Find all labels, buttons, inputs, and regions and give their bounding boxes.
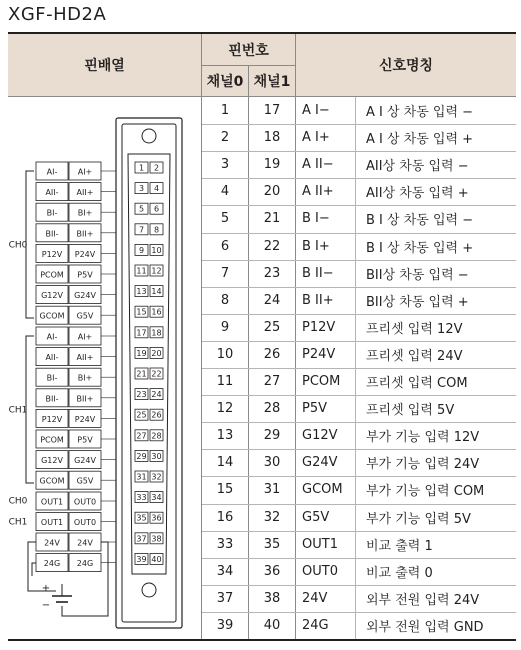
- ch1-group-label: CH1: [8, 405, 28, 416]
- ch0-signal-label: G24V: [74, 291, 96, 301]
- connector-pin-number: 23: [136, 390, 147, 400]
- signal-description: BII상 차동 입력 −: [366, 267, 469, 283]
- signal-description: 비교 출력 1: [366, 538, 433, 554]
- power-signal-label: 24V: [44, 538, 60, 548]
- connector-pin-number: 29: [136, 451, 147, 461]
- connector-insert: [128, 154, 170, 574]
- pin-ch0: 3: [220, 157, 230, 173]
- signal-code: 24G: [302, 617, 329, 633]
- signal-description: 부가 기능 입력 5V: [366, 511, 471, 527]
- out-ch0-label: CH0: [8, 496, 28, 507]
- ch0-signal-label: AII-: [45, 188, 59, 198]
- header-pin-layout: 핀배열: [8, 34, 201, 96]
- signal-description: 프리셋 입력 COM: [366, 376, 468, 392]
- ch0-signal-label: G5V: [76, 311, 94, 321]
- connector-pin-number: 2: [153, 163, 160, 173]
- signal-description: B I 상 차동 입력 +: [366, 240, 474, 256]
- out-signal-label: OUT0: [73, 497, 97, 507]
- signal-description: 부가 기능 입력 24V: [366, 457, 480, 473]
- pin-ch0: 13: [216, 428, 234, 444]
- pin-ch1: 26: [263, 346, 281, 362]
- connector-pin-number: 16: [151, 307, 162, 317]
- signal-code: GCOM: [302, 482, 343, 498]
- page-title: XGF-HD2A: [8, 4, 107, 25]
- signal-code: B I+: [302, 238, 330, 254]
- signal-code: A I−: [302, 103, 330, 119]
- pin-ch1: 30: [263, 455, 281, 471]
- pin-ch1: 18: [263, 130, 281, 146]
- pin-ch1: 17: [263, 103, 281, 119]
- ch1-signal-label: G5V: [76, 476, 94, 486]
- ch0-signal-label: AII+: [76, 188, 94, 198]
- pin-ch0: 6: [220, 238, 230, 254]
- signal-description: 프리셋 입력 5V: [366, 403, 455, 419]
- connector-pin-number: 4: [153, 184, 160, 194]
- header-pin-number: 핀번호: [202, 34, 295, 65]
- ch1-signal-label: BII-: [45, 394, 59, 404]
- signal-code: P24V: [302, 346, 336, 362]
- ch1-signal-label: BI-: [46, 373, 58, 383]
- ch0-signal-label: PCOM: [40, 270, 64, 280]
- pin-ch0: 1: [220, 103, 230, 119]
- out-signal-label: OUT1: [40, 497, 64, 507]
- ch1-signal-label: GCOM: [39, 476, 65, 486]
- header-hline-mid: [202, 65, 295, 66]
- ch0-signal-label: P5V: [77, 270, 93, 280]
- ch1-signal-label: AII+: [76, 353, 94, 363]
- connector-pin-number: 27: [136, 431, 147, 441]
- signal-description: AII상 차동 입력 +: [366, 186, 469, 202]
- connector-screw-top: [142, 129, 156, 143]
- connector-pin-number: 12: [151, 266, 162, 276]
- pin-ch0: 5: [220, 211, 230, 227]
- connector-pin-number: 30: [151, 451, 162, 461]
- signal-description: A I 상 차동 입력 +: [366, 132, 474, 148]
- out-signal-label: OUT0: [73, 518, 97, 528]
- ch1-signal-label: P5V: [77, 435, 93, 445]
- ch1-signal-label: BI+: [77, 373, 93, 383]
- ch0-signal-label: BI+: [77, 208, 93, 218]
- ch1-signal-label: BII+: [76, 394, 94, 404]
- out-signal-label: OUT1: [40, 518, 64, 528]
- pin-ch0: 33: [216, 536, 234, 552]
- pin-ch0: 10: [216, 346, 234, 362]
- ch1-signal-label: P12V: [41, 414, 63, 424]
- signal-description: 부가 기능 입력 COM: [366, 484, 485, 500]
- signal-code: 24V: [302, 590, 328, 606]
- connector-pin-number: 28: [151, 431, 162, 441]
- connector-pin-number: 6: [153, 204, 160, 214]
- pin-ch0: 2: [220, 130, 230, 146]
- connector-pin-number: 39: [136, 554, 147, 564]
- connector-pin-number: 20: [151, 348, 162, 358]
- pin-ch0: 39: [216, 617, 234, 633]
- connector-pin-number: 36: [151, 513, 162, 523]
- signal-code: G24V: [302, 455, 338, 471]
- connector-pin-number: 5: [138, 204, 145, 214]
- pin-ch0: 15: [216, 482, 234, 498]
- pin-ch1: 35: [263, 536, 281, 552]
- signal-code: G12V: [302, 428, 338, 444]
- connector-pin-number: 1: [138, 163, 145, 173]
- connector-pin-number: 21: [136, 369, 147, 379]
- ch0-signal-label: GCOM: [39, 311, 65, 321]
- connector-pin-number: 11: [136, 266, 147, 276]
- signal-description: 프리셋 입력 12V: [366, 321, 463, 337]
- ch0-signal-label: BI-: [46, 208, 58, 218]
- pin-ch1: 24: [263, 292, 281, 308]
- pin-ch0: 12: [216, 401, 234, 417]
- pin-ch1: 20: [263, 184, 281, 200]
- signal-description: 부가 기능 입력 12V: [366, 430, 480, 446]
- pin-ch1: 32: [263, 509, 281, 525]
- connector-pin-number: 38: [151, 534, 162, 544]
- power-wire-loop: [62, 542, 108, 616]
- pin-layout-diagram: [0, 96, 202, 641]
- ch1-signal-label: AI-: [46, 332, 58, 342]
- connector-pin-number: 17: [136, 328, 147, 338]
- pin-ch0: 8: [220, 292, 230, 308]
- pin-ch1: 21: [263, 211, 281, 227]
- pin-ch0: 7: [220, 265, 230, 281]
- signal-code: P12V: [302, 319, 336, 335]
- connector-pin-number: 10: [151, 245, 162, 255]
- signal-description: BII상 차동 입력 +: [366, 294, 469, 310]
- pin-ch1: 31: [263, 482, 281, 498]
- ch0-signal-label: BII-: [45, 229, 59, 239]
- ch1-signal-label: G24V: [74, 456, 96, 466]
- connector-pin-number: 14: [151, 287, 162, 297]
- connector-pin-number: 7: [138, 225, 145, 235]
- connector-pin-number: 33: [136, 493, 147, 503]
- pin-ch1: 29: [263, 428, 281, 444]
- header-signal-name: 신호명칭: [296, 34, 516, 96]
- ch1-signal-label: AI+: [77, 332, 93, 342]
- ch0-signal-label: P12V: [41, 249, 63, 259]
- signal-description: 외부 전원 입력 GND: [366, 619, 484, 635]
- ch1-signal-label: G12V: [41, 456, 63, 466]
- connector-pin-number: 40: [151, 554, 162, 564]
- signal-code: PCOM: [302, 374, 341, 390]
- power-signal-label: 24G: [43, 559, 61, 569]
- pin-ch0: 4: [220, 184, 230, 200]
- connector-pin-number: 24: [151, 390, 162, 400]
- pin-ch0: 14: [216, 455, 234, 471]
- signal-description: B I 상 차동 입력 −: [366, 213, 474, 229]
- connector-pin-number: 32: [151, 472, 162, 482]
- ch1-signal-label: PCOM: [40, 435, 64, 445]
- battery-minus-sign: −: [41, 600, 51, 611]
- signal-code: OUT1: [302, 536, 338, 552]
- connector-pin-number: 3: [138, 184, 145, 194]
- pin-ch1: 19: [263, 157, 281, 173]
- pin-ch1: 40: [263, 617, 281, 633]
- ch1-signal-label: AII-: [45, 353, 59, 363]
- signal-code: B II+: [302, 292, 334, 308]
- signal-code: B I−: [302, 211, 330, 227]
- ch0-signal-label: AI+: [77, 167, 93, 177]
- pin-ch1: 28: [263, 401, 281, 417]
- signal-code: OUT0: [302, 563, 338, 579]
- pin-ch1: 23: [263, 265, 281, 281]
- connector-pin-number: 37: [136, 534, 147, 544]
- connector-pin-number: 22: [151, 369, 162, 379]
- connector-pin-number: 13: [136, 287, 147, 297]
- connector-pin-number: 34: [151, 493, 162, 503]
- connector-pin-number: 25: [136, 410, 147, 420]
- signal-code: A I+: [302, 130, 330, 146]
- pin-ch0: 34: [216, 563, 234, 579]
- header-channel1: 채널1: [249, 66, 295, 96]
- signal-description: A I 상 차동 입력 −: [366, 105, 474, 121]
- pin-ch1: 38: [263, 590, 281, 606]
- header-channel0: 채널0: [202, 66, 248, 96]
- ch1-signal-label: P24V: [74, 414, 96, 424]
- connector-pin-number: 8: [153, 225, 160, 235]
- ch0-group-label: CH0: [8, 240, 28, 251]
- power-signal-label: 24G: [76, 559, 94, 569]
- pin-ch0: 37: [216, 590, 234, 606]
- connector-screw-bottom: [142, 583, 156, 597]
- connector-pin-number: 19: [136, 348, 147, 358]
- ch0-signal-label: G12V: [41, 291, 63, 301]
- connector-pin-number: 15: [136, 307, 147, 317]
- signal-code: G5V: [302, 509, 330, 525]
- signal-description: 비교 출력 0: [366, 565, 433, 581]
- ch0-signal-label: BII+: [76, 229, 94, 239]
- ch0-signal-label: AI-: [46, 167, 58, 177]
- connector-pin-number: 9: [138, 245, 145, 255]
- pin-ch0: 11: [216, 374, 234, 390]
- connector-pin-number: 26: [151, 410, 162, 420]
- pin-ch1: 36: [263, 563, 281, 579]
- pin-ch0: 9: [220, 319, 230, 335]
- signal-description: 프리셋 입력 24V: [366, 348, 463, 364]
- ch0-signal-label: P24V: [74, 249, 96, 259]
- out-ch1-label: CH1: [8, 517, 28, 528]
- pin-ch1: 27: [263, 374, 281, 390]
- signal-description: 외부 전원 입력 24V: [366, 592, 480, 608]
- pin-ch1: 22: [263, 238, 281, 254]
- bottom-rule: [8, 639, 516, 641]
- signal-code: A II−: [302, 157, 334, 173]
- power-wire-gnd: [32, 563, 36, 576]
- power-signal-label: 24V: [77, 538, 93, 548]
- connector-pin-number: 35: [136, 513, 147, 523]
- signal-code: P5V: [302, 401, 328, 417]
- connector-pin-number: 18: [151, 328, 162, 338]
- pin-ch1: 25: [263, 319, 281, 335]
- battery-plus-sign: +: [41, 583, 51, 594]
- signal-code: A II+: [302, 184, 334, 200]
- connector-pin-number: 31: [136, 472, 147, 482]
- pin-ch0: 16: [216, 509, 234, 525]
- signal-code: B II−: [302, 265, 334, 281]
- signal-description: AII상 차동 입력 −: [366, 159, 469, 175]
